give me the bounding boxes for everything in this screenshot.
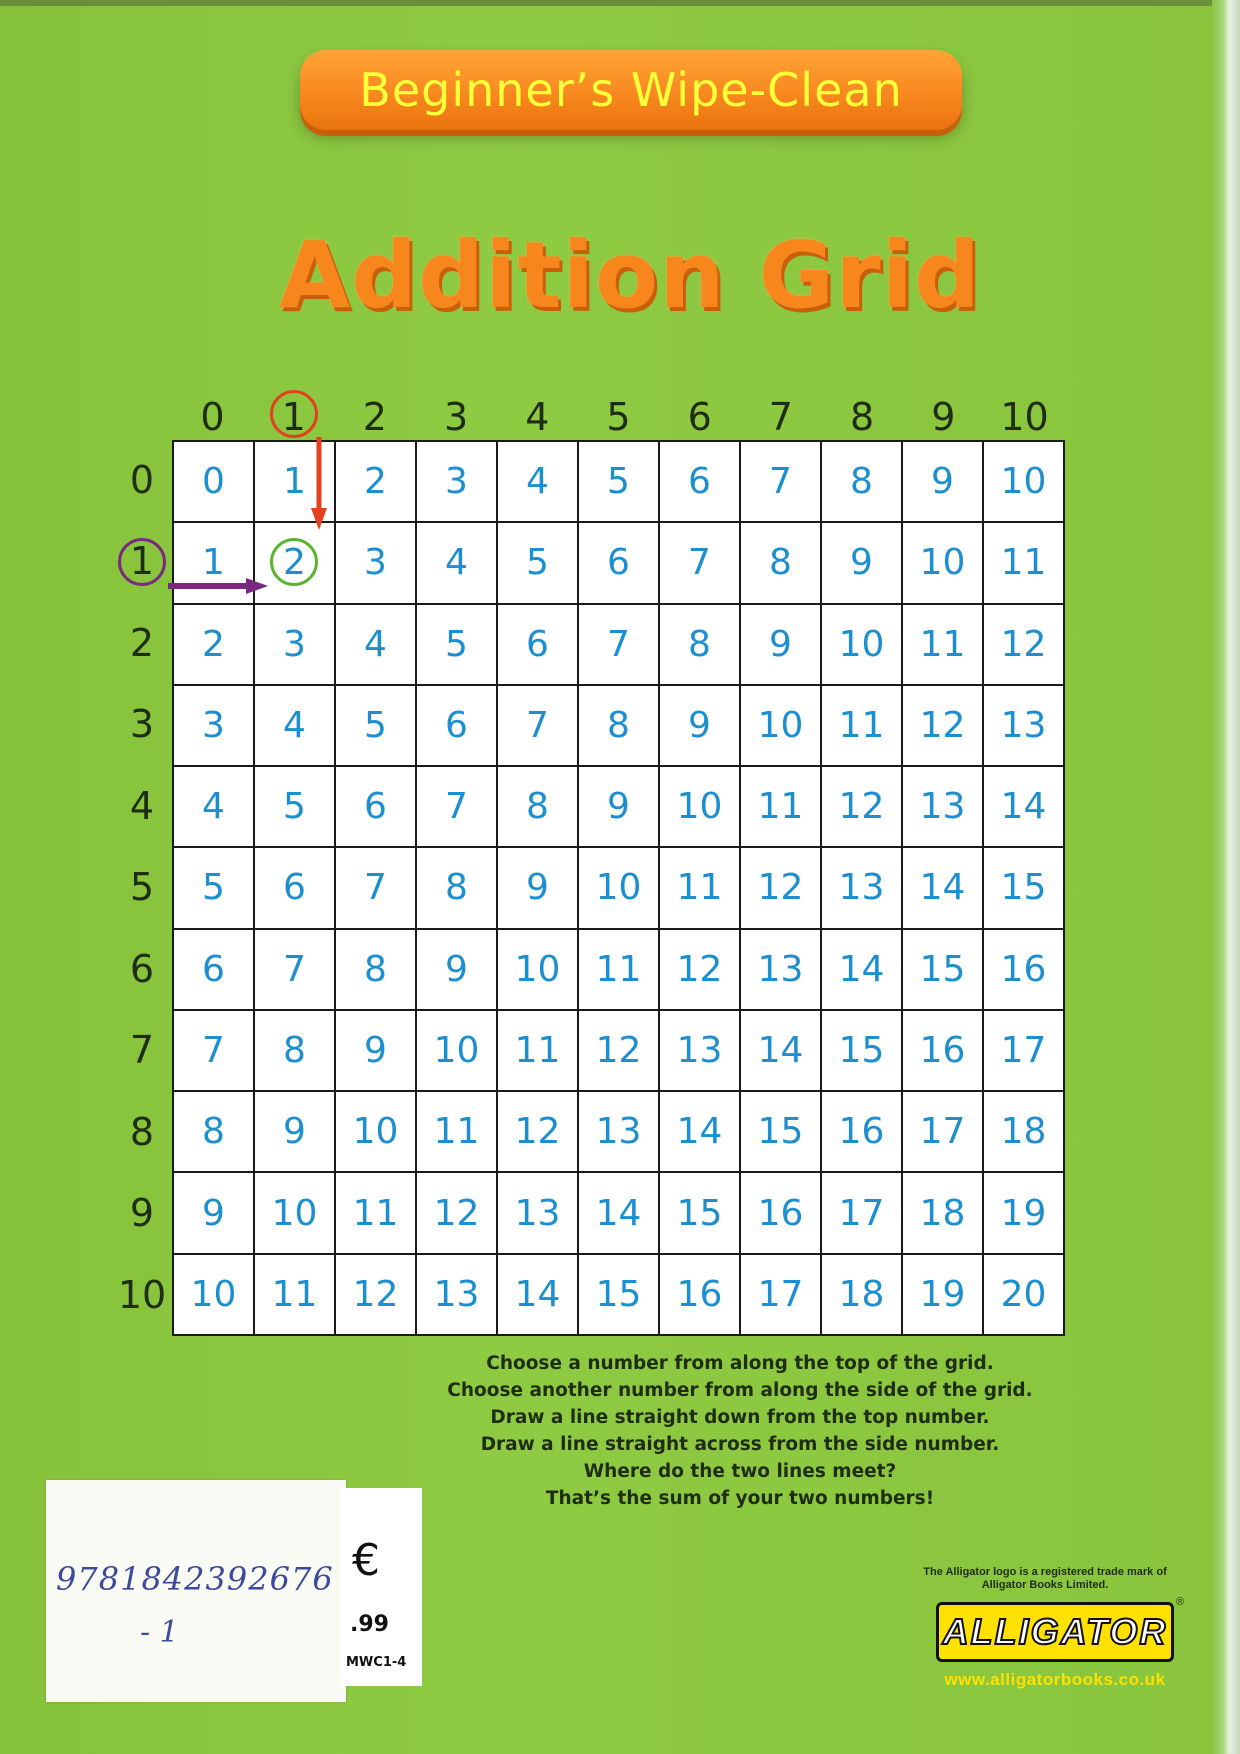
grid-cell: 12 <box>903 686 982 765</box>
grid-cell: 11 <box>822 686 901 765</box>
grid-cell: 16 <box>822 1092 901 1171</box>
grid-cell: 13 <box>903 767 982 846</box>
grid-cell: 18 <box>822 1255 901 1334</box>
grid-cell: 9 <box>174 1173 253 1252</box>
grid-cell: 5 <box>498 523 577 602</box>
grid-cell: 14 <box>903 848 982 927</box>
grid-cell: 16 <box>984 930 1063 1009</box>
grid-cell: 7 <box>579 605 658 684</box>
row-header: 3 <box>129 702 155 747</box>
instruction-line: Draw a line straight down from the top number. <box>490 1407 990 1428</box>
row-header: 2 <box>129 620 155 665</box>
grid-cell: 11 <box>255 1255 334 1334</box>
grid-cell: 13 <box>498 1173 577 1252</box>
grid-cell: 12 <box>498 1092 577 1171</box>
grid-cell: 18 <box>903 1173 982 1252</box>
grid-cell: 16 <box>660 1255 739 1334</box>
grid-cell: 13 <box>984 686 1063 765</box>
grid-cell: 12 <box>579 1011 658 1090</box>
grid-cell: 14 <box>741 1011 820 1090</box>
grid-cell: 4 <box>174 767 253 846</box>
logo-text: ALLIGATOR <box>942 1611 1168 1652</box>
grid-cell: 13 <box>822 848 901 927</box>
product-code: MWC1-4 <box>346 1655 407 1670</box>
grid-cell: 14 <box>660 1092 739 1171</box>
grid-cell: 9 <box>336 1011 415 1090</box>
instruction-line: Draw a line straight across from the side number. <box>480 1434 1000 1455</box>
row-header: 7 <box>129 1028 155 1073</box>
row-header: 9 <box>129 1191 155 1236</box>
grid-cell: 15 <box>984 848 1063 927</box>
grid-cell: 10 <box>579 848 658 927</box>
grid-cell: 15 <box>660 1173 739 1252</box>
grid-cell: 2 <box>255 523 334 602</box>
grid-cell: 10 <box>822 605 901 684</box>
row-header: 4 <box>129 783 155 828</box>
top-edge <box>0 0 1240 6</box>
grid-cell: 12 <box>741 848 820 927</box>
grid-cell: 9 <box>417 930 496 1009</box>
column-highlight-circle <box>270 390 318 438</box>
row-header: 5 <box>129 865 155 910</box>
grid-cell: 3 <box>174 686 253 765</box>
instruction-line: That’s the sum of your two numbers! <box>545 1488 935 1509</box>
grid-cell: 9 <box>660 686 739 765</box>
grid-cell: 9 <box>741 605 820 684</box>
grid-cell: 1 <box>255 442 334 521</box>
row-header: 1 <box>129 539 155 584</box>
grid-cell: 14 <box>822 930 901 1009</box>
column-header: 1 <box>281 395 306 439</box>
grid-cell: 4 <box>417 523 496 602</box>
grid-cell: 7 <box>741 442 820 521</box>
grid-cell: 11 <box>660 848 739 927</box>
grid-cell: 7 <box>417 767 496 846</box>
grid-cell: 8 <box>174 1092 253 1171</box>
grid-cell: 2 <box>174 605 253 684</box>
grid-cell: 6 <box>336 767 415 846</box>
grid-cell: 5 <box>336 686 415 765</box>
grid-cell: 10 <box>255 1173 334 1252</box>
grid-cell: 8 <box>336 930 415 1009</box>
result-highlight-circle <box>270 538 318 586</box>
column-header: 2 <box>362 395 387 439</box>
grid-cell: 15 <box>903 930 982 1009</box>
alligator-logo <box>936 1602 1174 1662</box>
grid-cell: 8 <box>579 686 658 765</box>
grid-cell: 5 <box>579 442 658 521</box>
page-title: Addition Grid <box>279 222 981 329</box>
grid-cell: 8 <box>822 442 901 521</box>
grid-cell: 11 <box>498 1011 577 1090</box>
grid-cell: 3 <box>417 442 496 521</box>
grid-cell: 17 <box>903 1092 982 1171</box>
grid-cell: 14 <box>984 767 1063 846</box>
grid-cell: 10 <box>417 1011 496 1090</box>
grid-cell: 7 <box>255 930 334 1009</box>
grid-cell: 14 <box>579 1173 658 1252</box>
grid-cell: 15 <box>822 1011 901 1090</box>
grid-cell: 9 <box>579 767 658 846</box>
price: .99 <box>350 1612 389 1637</box>
handwritten-isbn: 9781842392676 <box>56 1560 334 1598</box>
grid-cell: 7 <box>336 848 415 927</box>
grid-cell: 16 <box>741 1173 820 1252</box>
grid-cell: 11 <box>579 930 658 1009</box>
grid-cell: 10 <box>984 442 1063 521</box>
series-title: Beginner’s Wipe-Clean <box>359 63 903 117</box>
column-header: 9 <box>931 395 956 439</box>
grid-cell: 15 <box>741 1092 820 1171</box>
grid-cell: 10 <box>174 1255 253 1334</box>
row-header: 10 <box>117 1272 167 1317</box>
grid-cell: 17 <box>822 1173 901 1252</box>
grid-cell: 6 <box>174 930 253 1009</box>
grid-cell: 20 <box>984 1255 1063 1334</box>
column-header: 0 <box>200 395 225 439</box>
row-highlight-circle <box>118 538 166 586</box>
instruction-line: Where do the two lines meet? <box>583 1461 897 1482</box>
grid-cell: 8 <box>741 523 820 602</box>
grid-cell: 13 <box>417 1255 496 1334</box>
grid-cell: 12 <box>417 1173 496 1252</box>
grid-cell: 9 <box>822 523 901 602</box>
grid-cell: 13 <box>579 1092 658 1171</box>
grid-cell: 7 <box>498 686 577 765</box>
column-header: 5 <box>606 395 631 439</box>
row-header: 0 <box>129 458 155 502</box>
grid-cell: 14 <box>498 1255 577 1334</box>
grid-cell: 10 <box>660 767 739 846</box>
grid-cell: 16 <box>903 1011 982 1090</box>
instructions <box>420 1350 1060 1512</box>
grid-cell: 2 <box>336 442 415 521</box>
handwritten-suffix: - 1 <box>140 1615 179 1650</box>
grid-cell: 12 <box>822 767 901 846</box>
column-header: 8 <box>850 395 875 439</box>
grid-cell: 13 <box>741 930 820 1009</box>
grid-cell: 11 <box>336 1173 415 1252</box>
grid-cell: 0 <box>174 442 253 521</box>
grid-cell: 5 <box>417 605 496 684</box>
grid-cell: 1 <box>174 523 253 602</box>
grid-cell: 10 <box>741 686 820 765</box>
grid-cell: 8 <box>255 1011 334 1090</box>
column-header: 10 <box>1000 395 1049 439</box>
grid-cell: 8 <box>498 767 577 846</box>
grid-cell: 6 <box>417 686 496 765</box>
grid-cell: 19 <box>984 1173 1063 1252</box>
grid-cell: 10 <box>903 523 982 602</box>
grid-cell: 7 <box>660 523 739 602</box>
column-header: 4 <box>525 395 550 439</box>
instruction-line: Choose a number from along the top of the grid. <box>486 1353 994 1374</box>
grid-cell: 11 <box>741 767 820 846</box>
column-header: 6 <box>687 395 712 439</box>
grid-cell: 6 <box>660 442 739 521</box>
grid-cell: 19 <box>903 1255 982 1334</box>
series-banner <box>300 50 962 130</box>
column-header: 7 <box>768 395 793 439</box>
row-header: 6 <box>129 946 155 991</box>
instruction-line: Choose another number from along the side of the grid. <box>447 1380 1033 1401</box>
grid-cell: 4 <box>255 686 334 765</box>
grid-cell: 12 <box>336 1255 415 1334</box>
grid-cell: 3 <box>336 523 415 602</box>
grid-cell: 5 <box>255 767 334 846</box>
publisher-website: www.alligatorbooks.co.uk <box>944 1670 1166 1689</box>
grid-cell: 6 <box>579 523 658 602</box>
column-header: 3 <box>444 395 469 439</box>
grid-cell: 9 <box>903 442 982 521</box>
grid-cell: 5 <box>174 848 253 927</box>
grid-cell: 11 <box>984 523 1063 602</box>
grid-cell: 12 <box>660 930 739 1009</box>
grid-cell: 10 <box>498 930 577 1009</box>
book-spine-edge <box>1212 0 1240 1754</box>
grid-cell: 6 <box>255 848 334 927</box>
grid-cell: 6 <box>498 605 577 684</box>
grid-cell: 13 <box>660 1011 739 1090</box>
grid-cell: 12 <box>984 605 1063 684</box>
grid-cell: 17 <box>741 1255 820 1334</box>
grid-cell: 15 <box>579 1255 658 1334</box>
grid-cell: 11 <box>903 605 982 684</box>
grid-cell: 8 <box>417 848 496 927</box>
grid-cell: 17 <box>984 1011 1063 1090</box>
row-header: 8 <box>129 1109 155 1154</box>
currency-symbol: € <box>352 1535 380 1586</box>
grid-cell: 3 <box>255 605 334 684</box>
grid-cell: 4 <box>498 442 577 521</box>
registered-mark: ® <box>1176 1596 1185 1608</box>
grid-cell: 4 <box>336 605 415 684</box>
grid-cell: 9 <box>255 1092 334 1171</box>
grid-cell: 11 <box>417 1092 496 1171</box>
grid-cell: 8 <box>660 605 739 684</box>
grid-cell: 10 <box>336 1092 415 1171</box>
grid-cell: 7 <box>174 1011 253 1090</box>
trademark-note: The Alligator logo is a registered trade mark of Alligator Books Limited. <box>923 1566 1167 1591</box>
grid-cell: 9 <box>498 848 577 927</box>
grid-cell: 18 <box>984 1092 1063 1171</box>
